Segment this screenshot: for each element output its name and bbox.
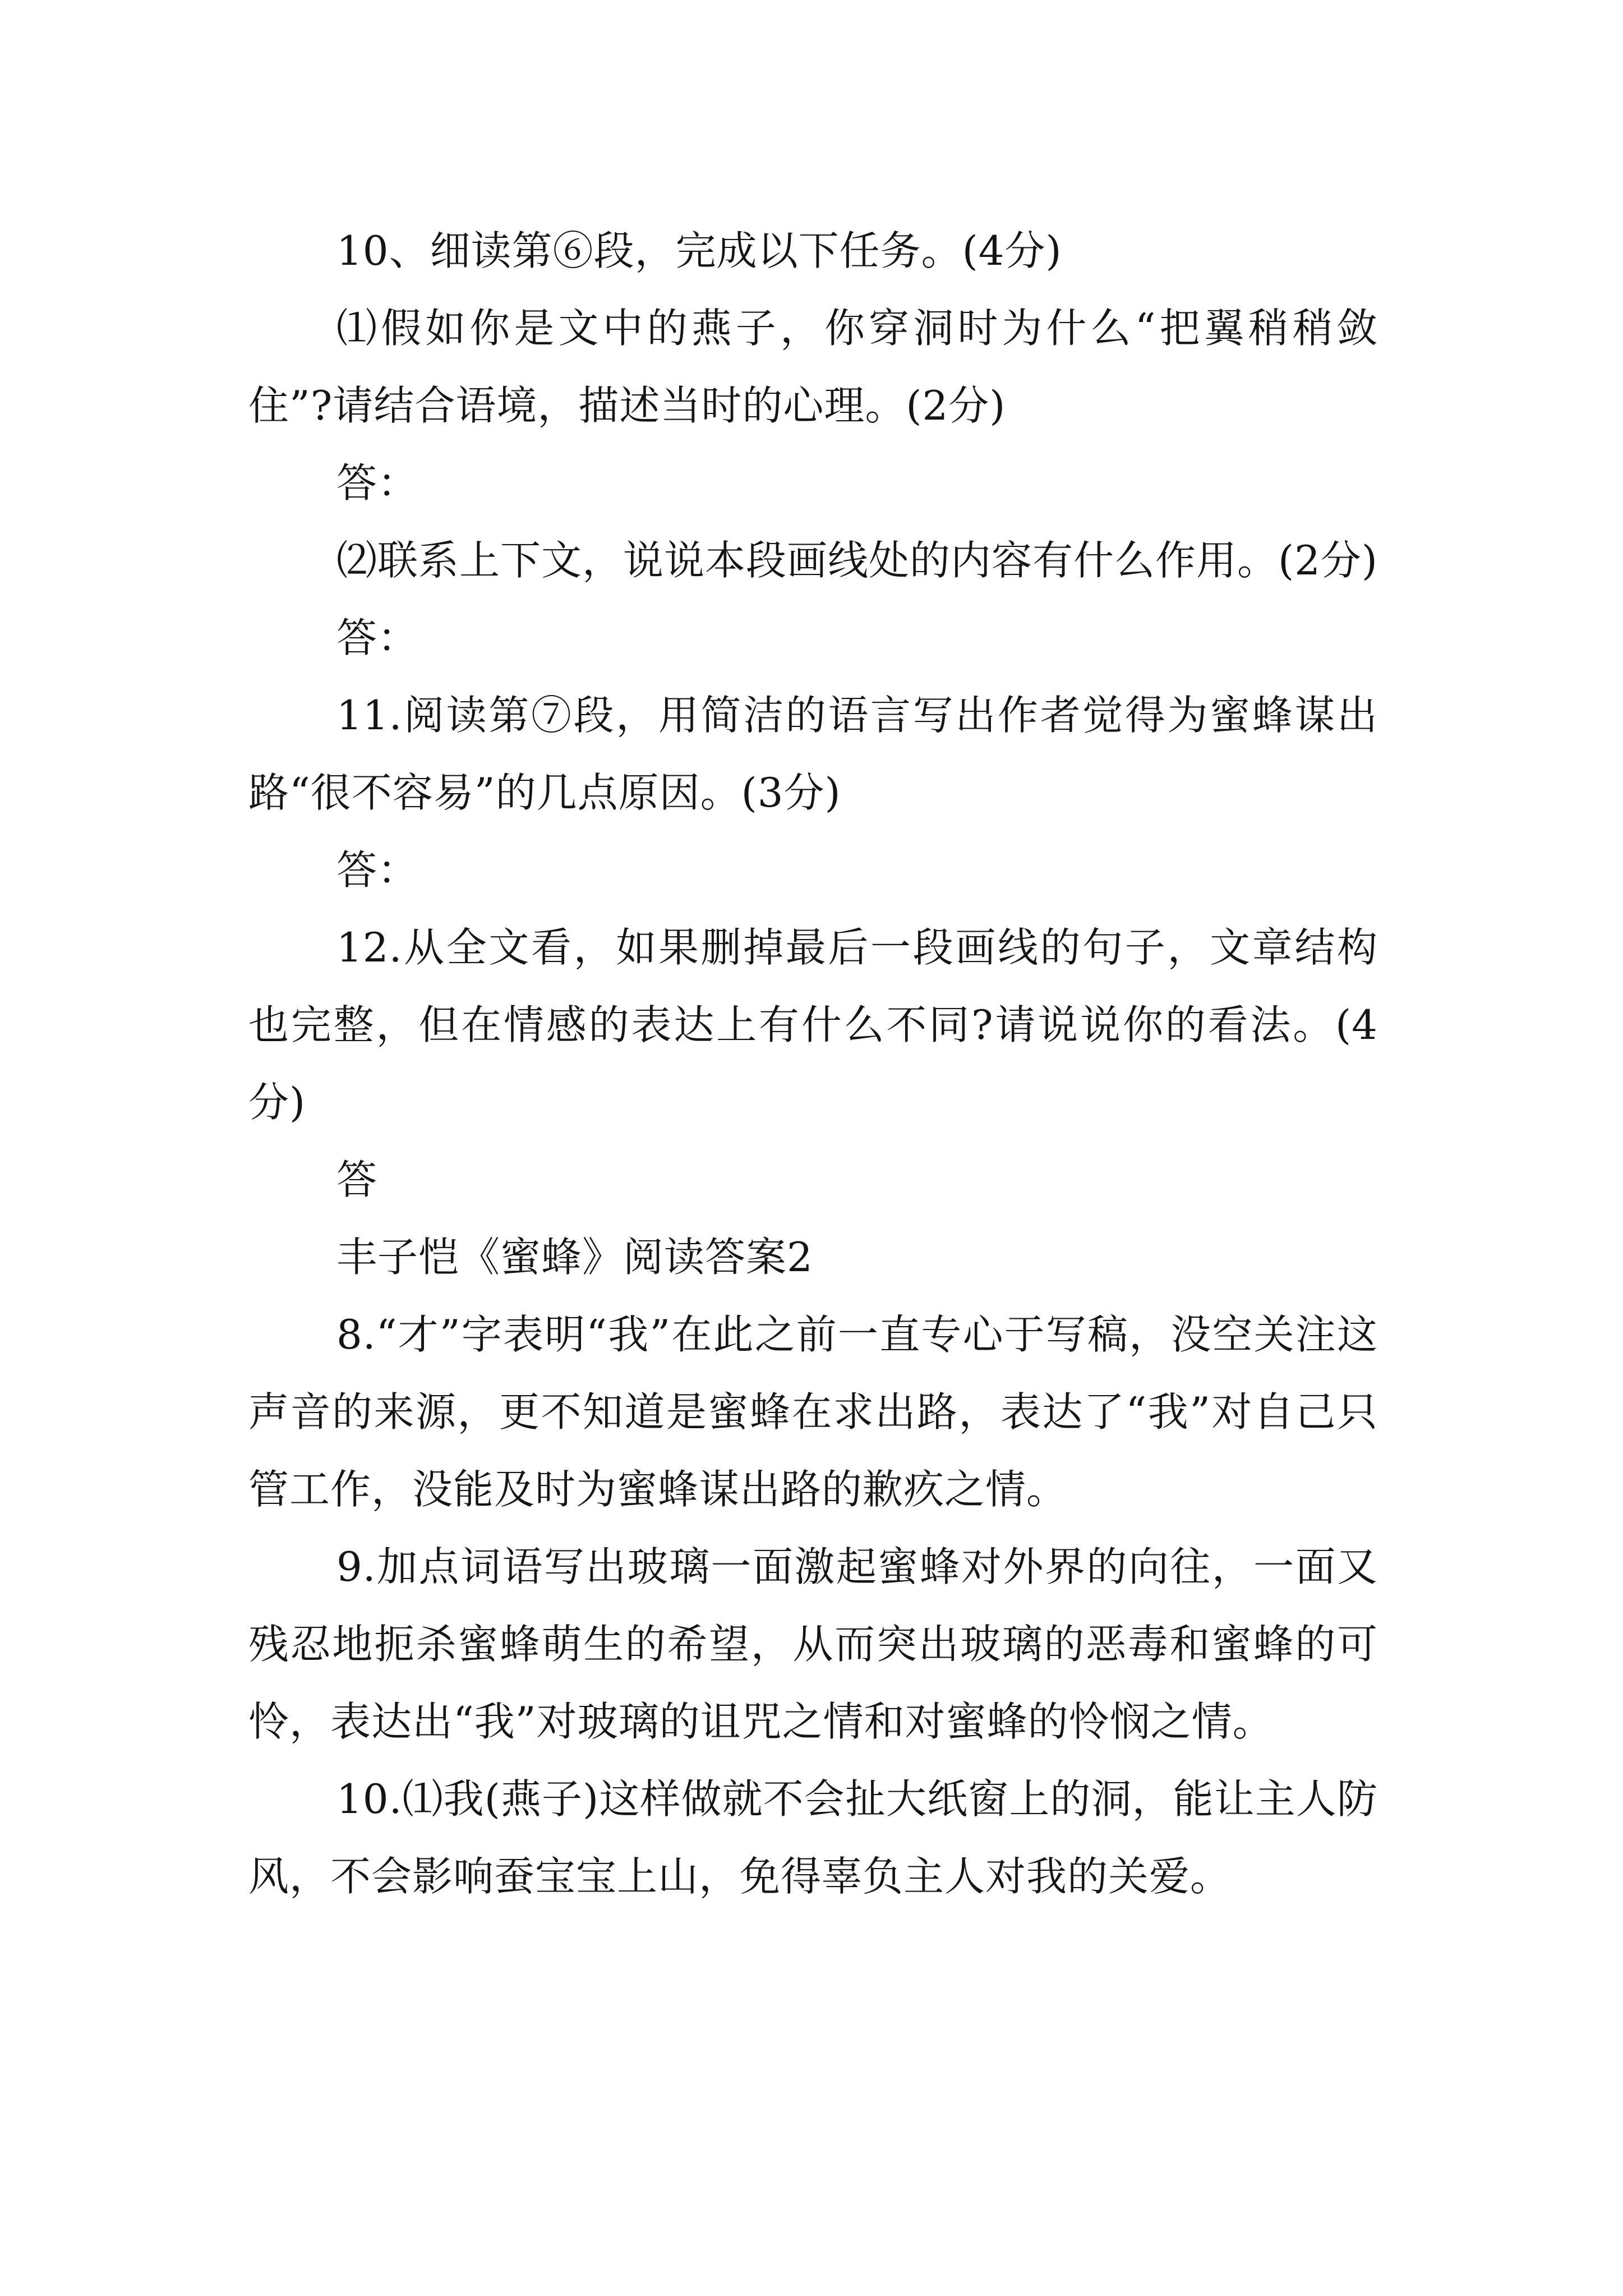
question-10-part-1: ⑴假如你是文中的燕子，你穿洞时为什么“把翼稍稍敛住”?请结合语境，描述当时的心理。(2分) [248,305,1378,429]
question-10-part-2: ⑵联系上下文，说说本段画线处的内容有什么作用。(2分) [336,537,1378,584]
answer-10-part-1: 10.⑴我(燕子)这样做就不会扯大纸窗上的洞，能让主人防风，不会影响蚕宝宝上山，免得辜负主人对我的关爱。 [248,1775,1378,1900]
answer-label: 答： [336,846,419,894]
answer-section-title: 丰子恺《蜜蜂》阅读答案2 [336,1234,813,1281]
answer-8: 8.“才”字表明“我”在此之前一直专心于写稿，没空关注这声音的来源，更不知道是蜜蜂在求出路，表达了“我”对自己只管工作，没能及时为蜜蜂谋出路的歉疚之情。 [248,1311,1378,1513]
question-11: 11.阅读第⑦段，用简洁的语言写出作者觉得为蜜蜂谋出路“很不容易”的几点原因。(3分) [248,692,1378,816]
document-body [248,212,1378,1915]
question-10-heading: 10、细读第⑥段，完成以下任务。(4分) [336,227,1062,274]
answer-9: 9.加点词语写出玻璃一面激起蜜蜂对外界的向往，一面又残忍地扼杀蜜蜂萌生的希望，从而突出玻璃的恶毒和蜜蜂的可怜，表达出“我”对玻璃的诅咒之情和对蜜蜂的怜悯之情。 [248,1543,1378,1745]
answer-label: 答 [336,1156,378,1203]
answer-label: 答： [336,459,419,507]
answer-label: 答： [336,614,419,661]
question-12: 12.从全文看，如果删掉最后一段画线的句子，文章结构也完整，但在情感的表达上有什么不同?请说说你的看法。(4分) [248,924,1378,1126]
